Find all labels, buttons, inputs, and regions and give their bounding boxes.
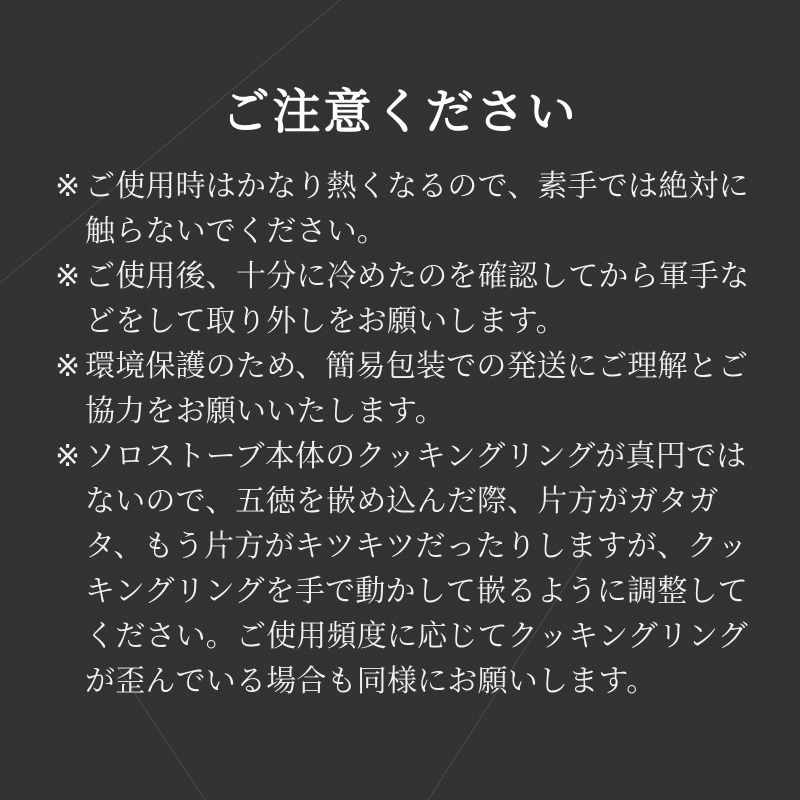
notice-item-text: ご使用時はかなり熱くなるので、素手では絶対に触らないでください。 (85, 169, 749, 249)
notice-item-text: ソロストーブ本体のクッキングリングが真円ではないので、五徳を嵌め込んだ際、片方がガタガタ、もう片方がキツキツだったりしますが、クッキングリングを手で動かして嵌るように調整してください。ご使用頻度に応じてクッキングリングが歪んでいる場合も同様にお願いします。 (85, 439, 748, 699)
note-marker-icon: ※ (55, 169, 81, 204)
note-marker-icon: ※ (55, 349, 81, 384)
note-marker-icon: ※ (55, 259, 81, 294)
notice-title: ご注意ください (221, 84, 579, 140)
notice-item (55, 434, 756, 704)
notice-list (0, 164, 800, 704)
notice-item-text: 環境保護のため、簡易包装での発送にご理解とご協力をお願いいたします。 (85, 349, 749, 429)
note-marker-icon: ※ (55, 439, 81, 474)
notice-item (55, 254, 756, 344)
notice-item-text: ご使用後、十分に冷めたのを確認してから軍手などをして取り外しをお願いします。 (85, 259, 750, 339)
notice-item (55, 344, 756, 434)
notice-item (55, 164, 756, 254)
